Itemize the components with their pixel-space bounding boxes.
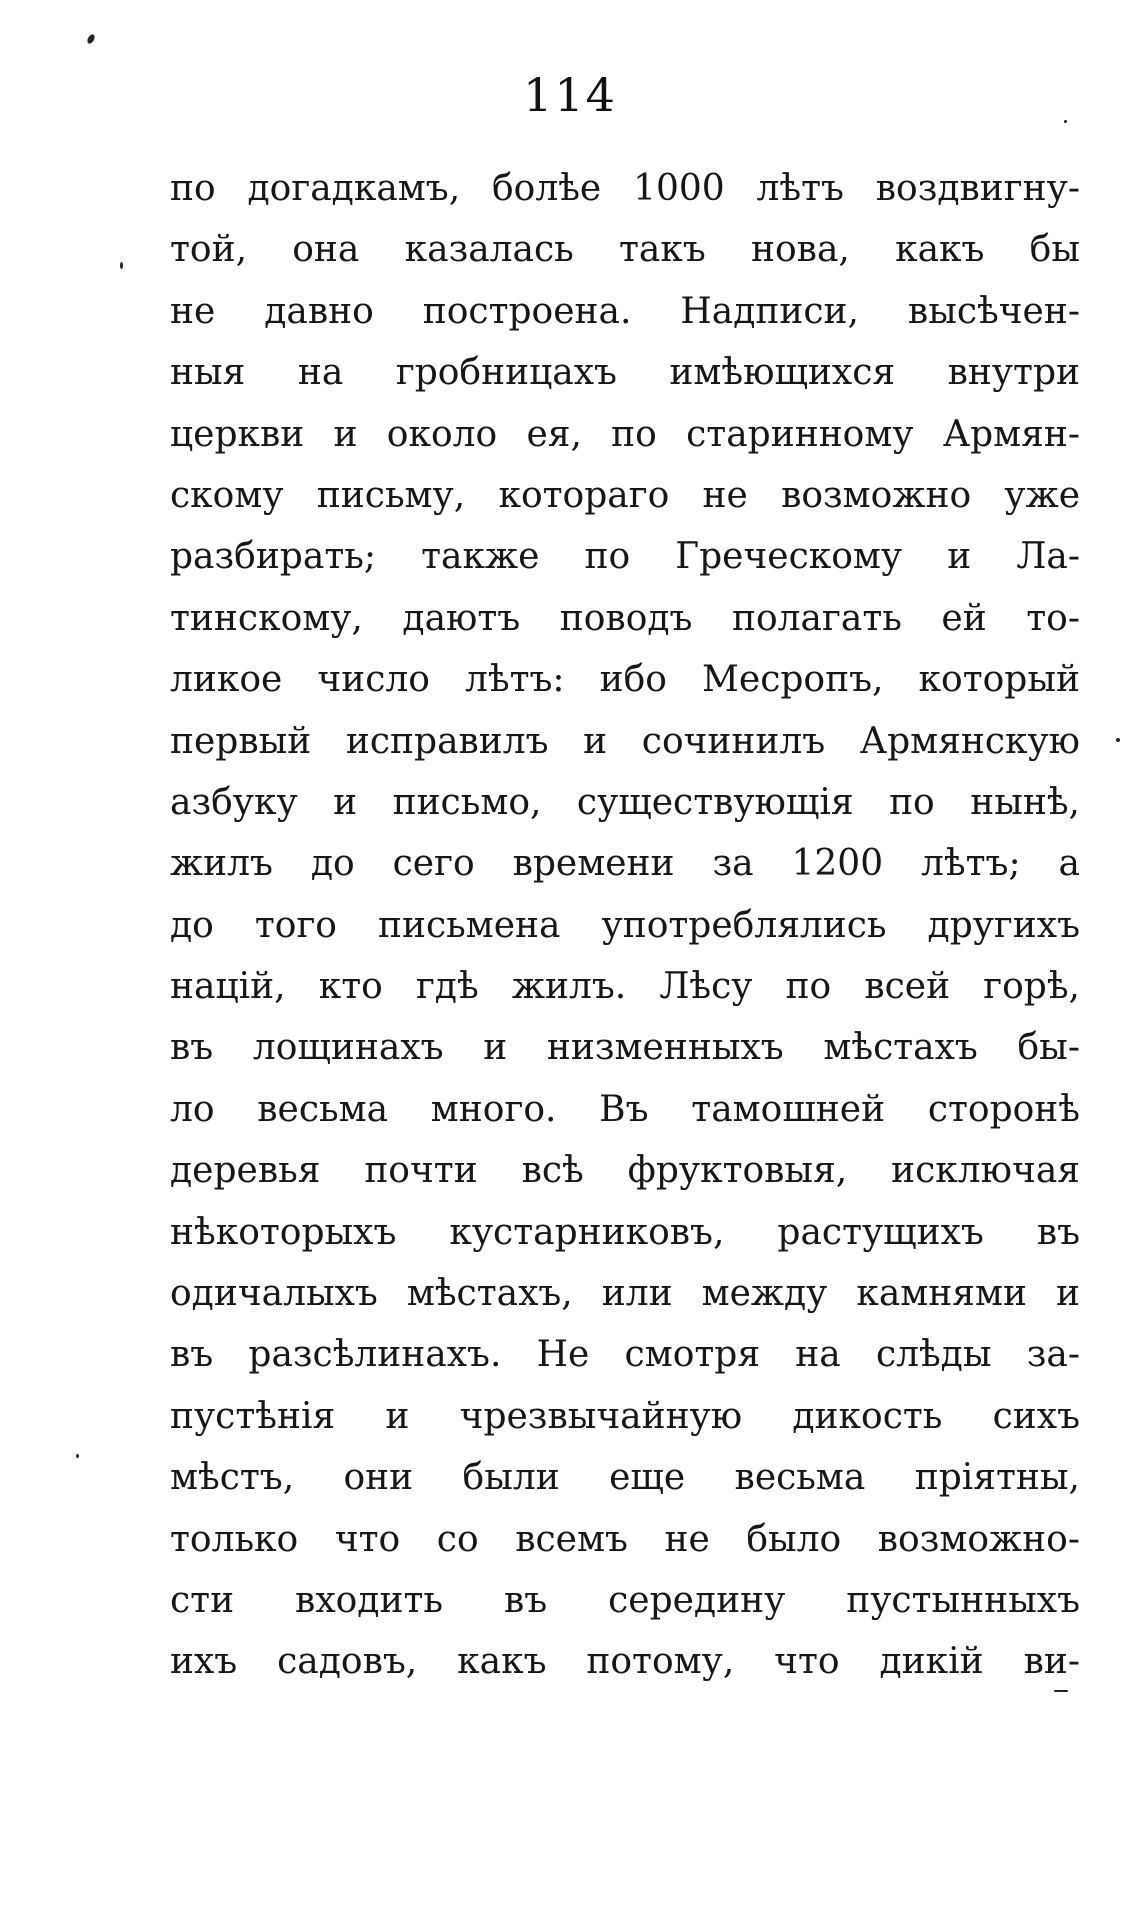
- text-line: азбуку и письмо, существующія по нынѣ,: [170, 781, 1080, 823]
- text-line: ныя на гробницахъ имѣющихся внутри: [170, 352, 1080, 394]
- text-line: націй, кто гдѣ жилъ. Лѣсу по всей горѣ,: [170, 966, 1080, 1008]
- text-line: только что со всемъ не было возможно-: [170, 1518, 1080, 1560]
- text-line: нѣкоторыхъ кустарниковъ, растущихъ въ: [170, 1211, 1080, 1253]
- ink-speck: [120, 262, 123, 269]
- text-line: не давно построена. Надписи, высѣчен-: [170, 290, 1080, 332]
- ink-speck: [86, 33, 96, 45]
- text-line: сти входить въ середину пустынныхъ: [170, 1579, 1080, 1621]
- text-line: церкви и около ея, по старинному Армян-: [170, 413, 1080, 455]
- text-line: въ разсѣлинахъ. Не смотря на слѣды за-: [170, 1334, 1080, 1376]
- text-line: первый исправилъ и сочинилъ Армянскую: [170, 720, 1080, 762]
- text-line: ихъ садовъ, какъ потому, что дикій ви-: [170, 1641, 1080, 1683]
- text-line: пустѣнія и чрезвычайную дикость сихъ: [170, 1395, 1080, 1437]
- body-text: [170, 158, 1080, 1693]
- page-number: 114: [523, 68, 617, 122]
- text-line: въ лощинахъ и низменныхъ мѣстахъ бы-: [170, 1027, 1080, 1069]
- text-line: разбирать; также по Греческому и Ла-: [170, 536, 1080, 578]
- ink-speck: [1116, 738, 1120, 742]
- text-line: мѣстъ, они были еще весьма пріятны,: [170, 1457, 1080, 1499]
- text-line: по догадкамъ, болѣе 1000 лѣтъ воздвигну-: [170, 168, 1080, 209]
- text-line: той, она казалась такъ нова, какъ бы: [170, 229, 1080, 271]
- text-line: деревья почти всѣ фруктовыя, исключая: [170, 1150, 1080, 1192]
- text-line: одичалыхъ мѣстахъ, или между камнями и: [170, 1273, 1080, 1315]
- text-line: скому письму, котораго не возможно уже: [170, 474, 1080, 516]
- ink-speck: [76, 1454, 79, 1458]
- text-line: жилъ до сего времени за 1200 лѣтъ; а: [170, 843, 1080, 885]
- text-line: тинскому, даютъ поводъ полагать ей то-: [170, 597, 1080, 639]
- text-line: до того письмена употреблялись другихъ: [170, 904, 1080, 946]
- text-line: ло весьма много. Въ тамошней сторонѣ: [170, 1088, 1080, 1130]
- text-line: ликое число лѣтъ: ибо Месропъ, который: [170, 659, 1080, 701]
